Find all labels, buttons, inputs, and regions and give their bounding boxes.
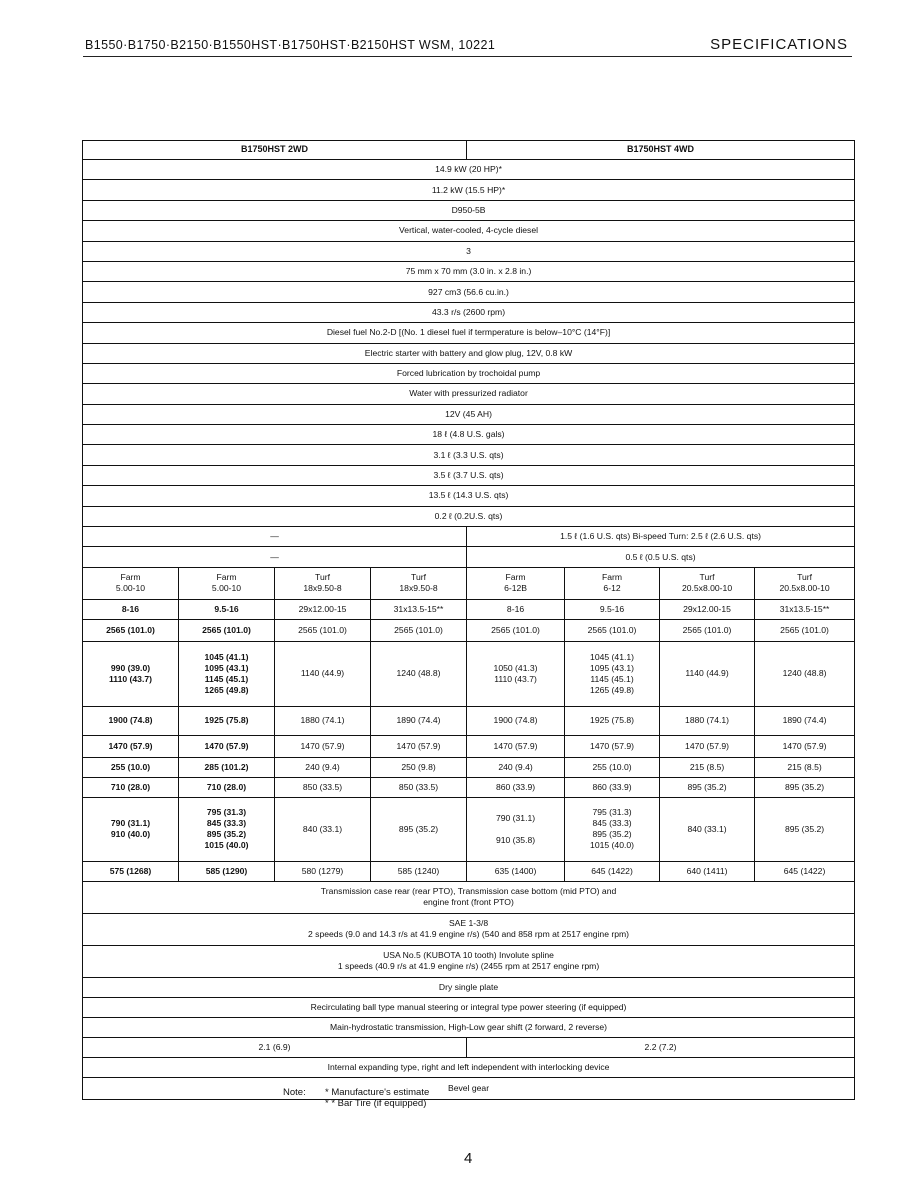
spec-row-split: [83, 527, 855, 547]
drivetrain-row: [83, 913, 855, 945]
drivetrain-value: Main-hydrostatic transmission, High-Low gear shift (2 forward, 2 reverse): [83, 1017, 855, 1037]
spec-row: [83, 343, 855, 363]
dimension-cell: 895 (35.2): [755, 797, 855, 861]
dimension-cell: 580 (1279): [275, 861, 371, 881]
dimension-cell: 285 (101.2): [179, 757, 275, 777]
spec-row: [83, 384, 855, 404]
dimension-cell: 645 (1422): [565, 861, 660, 881]
dimension-cell: 840 (33.1): [660, 797, 755, 861]
dimension-cell: 1050 (41.3) 1110 (43.7): [467, 641, 565, 706]
dimension-cell: 255 (10.0): [83, 757, 179, 777]
dimension-row: [83, 641, 855, 706]
dimension-cell: 1240 (48.8): [371, 641, 467, 706]
dimension-row: [83, 706, 855, 735]
dimension-cell: 2565 (101.0): [179, 619, 275, 641]
dimension-cell: 240 (9.4): [467, 757, 565, 777]
spec-value: Vertical, water-cooled, 4-cycle diesel: [83, 221, 855, 241]
spec-row: [83, 221, 855, 241]
spec-row: [83, 282, 855, 302]
dimension-cell: 2565 (101.0): [371, 619, 467, 641]
spec-row: [83, 404, 855, 424]
tire-type-cell: Farm 6-12B: [467, 567, 565, 599]
dimension-cell: 860 (33.9): [467, 777, 565, 797]
drivetrain-value: USA No.5 (KUBOTA 10 tooth) Involute spline 1 speeds (40.9 r/s at 41.9 engine r/s) (2455 rpm at 2517 engine rpm): [83, 945, 855, 977]
dimension-cell: 1925 (75.8): [179, 706, 275, 735]
spec-value: 18 ℓ (4.8 U.S. gals): [83, 425, 855, 445]
dimension-cell: 840 (33.1): [275, 797, 371, 861]
spec-value-4wd: 0.5 ℓ (0.5 U.S. qts): [467, 547, 855, 567]
drivetrain-value: SAE 1-3/8 2 speeds (9.0 and 14.3 r/s at 41.9 engine r/s) (540 and 858 rpm at 2517 engine rpm): [83, 913, 855, 945]
spec-row: [83, 261, 855, 281]
tire-type-cell: Turf 20.5x8.00-10: [660, 567, 755, 599]
dimension-cell: 790 (31.1) 910 (35.8): [467, 797, 565, 861]
dimension-cell: 1470 (57.9): [660, 735, 755, 757]
spec-value: 3: [83, 241, 855, 261]
dimension-cell: 255 (10.0): [565, 757, 660, 777]
dimension-cell: 895 (35.2): [755, 777, 855, 797]
dimension-cell: 895 (35.2): [660, 777, 755, 797]
tire-type-cell: Turf 20.5x8.00-10: [755, 567, 855, 599]
dimension-row: [83, 735, 855, 757]
spec-row: [83, 425, 855, 445]
dimension-cell: 2565 (101.0): [755, 619, 855, 641]
dimension-cell: 645 (1422): [755, 861, 855, 881]
dimension-cell: 1470 (57.9): [275, 735, 371, 757]
dimension-cell: 790 (31.1) 910 (40.0): [83, 797, 179, 861]
engine-spec-rows: [83, 160, 855, 527]
spec-row: [83, 465, 855, 485]
spec-value: 13.5 ℓ (14.3 U.S. qts): [83, 486, 855, 506]
dimension-cell: 1140 (44.9): [660, 641, 755, 706]
dimension-row: [83, 757, 855, 777]
tire-type-row: [83, 567, 855, 599]
dimension-cell: 585 (1240): [371, 861, 467, 881]
spec-row: [83, 180, 855, 200]
spec-value: Water with pressurized radiator: [83, 384, 855, 404]
spec-row: [83, 486, 855, 506]
drivetrain-value: Recirculating ball type manual steering or integral type power steering (if equipped): [83, 997, 855, 1017]
spec-value: 43.3 r/s (2600 rpm): [83, 302, 855, 322]
spec-value: Electric starter with battery and glow plug, 12V, 0.8 kW: [83, 343, 855, 363]
spec-value: 14.9 kW (20 HP)*: [83, 160, 855, 180]
dimension-row: [83, 599, 855, 619]
dimension-cell: 1470 (57.9): [565, 735, 660, 757]
tire-type-cell: Farm 5.00-10: [83, 567, 179, 599]
dimension-cell: 895 (35.2): [371, 797, 467, 861]
spec-row: [83, 302, 855, 322]
drivetrain-row: [83, 881, 855, 913]
dimension-cell: 9.5-16: [179, 599, 275, 619]
drivetrain-rows: [83, 881, 855, 1037]
model-4wd-heading: B1750HST 4WD: [467, 141, 855, 160]
spec-value: 927 cm3 (56.6 cu.in.): [83, 282, 855, 302]
dimension-cell: 9.5-16: [565, 599, 660, 619]
tire-type-cell: Turf 18x9.50-8: [275, 567, 371, 599]
spec-row-split: [83, 547, 855, 567]
spec-value: Forced lubrication by trochoidal pump: [83, 363, 855, 383]
dimension-cell: 240 (9.4): [275, 757, 371, 777]
dimension-cell: 2565 (101.0): [83, 619, 179, 641]
dimension-cell: 1470 (57.9): [83, 735, 179, 757]
specifications-table: [82, 140, 855, 1100]
dimension-cell: 1140 (44.9): [275, 641, 371, 706]
dimension-cell: 8-16: [467, 599, 565, 619]
dimension-cell: 1045 (41.1) 1095 (43.1) 1145 (45.1) 1265 (49.8): [179, 641, 275, 706]
turning-radius-2wd: 2.1 (6.9): [83, 1037, 467, 1057]
dimension-cell: 2565 (101.0): [660, 619, 755, 641]
dimension-cell: 2565 (101.0): [467, 619, 565, 641]
spec-row: [83, 241, 855, 261]
dimension-cell: 1470 (57.9): [371, 735, 467, 757]
spec-value: 3.5 ℓ (3.7 U.S. qts): [83, 465, 855, 485]
differential-cell: Bevel gear: [83, 1077, 855, 1099]
turning-radius-row: [83, 1037, 855, 1057]
spec-row: [83, 506, 855, 526]
spec-value: D950-5B: [83, 200, 855, 220]
brake-row: [83, 1057, 855, 1077]
footnote: [283, 1087, 429, 1110]
dimension-cell: 31x13.5-15**: [371, 599, 467, 619]
dimension-cell: 2565 (101.0): [565, 619, 660, 641]
dimension-cell: 31x13.5-15**: [755, 599, 855, 619]
dimension-row: [83, 619, 855, 641]
dimension-cell: 2565 (101.0): [275, 619, 371, 641]
drivetrain-row: [83, 997, 855, 1017]
dimension-cell: 1925 (75.8): [565, 706, 660, 735]
dimension-cell: 710 (28.0): [83, 777, 179, 797]
dimension-cell: 250 (9.8): [371, 757, 467, 777]
dimension-cell: 1045 (41.1) 1095 (43.1) 1145 (45.1) 1265 (49.8): [565, 641, 660, 706]
dimension-cell: 1470 (57.9): [467, 735, 565, 757]
note-line-1: * Manufacture's estimate: [325, 1087, 430, 1098]
drivetrain-row: [83, 977, 855, 997]
dimension-cell: 1890 (74.4): [371, 706, 467, 735]
spec-row: [83, 160, 855, 180]
dimension-cell: 850 (33.5): [371, 777, 467, 797]
dimension-cell: 29x12.00-15: [275, 599, 371, 619]
drivetrain-row: [83, 1017, 855, 1037]
dimension-row: [83, 861, 855, 881]
dimension-cell: 860 (33.9): [565, 777, 660, 797]
dimension-cell: 1470 (57.9): [179, 735, 275, 757]
dimension-cell: 795 (31.3) 845 (33.3) 895 (35.2) 1015 (40.0): [565, 797, 660, 861]
brake-cell: Internal expanding type, right and left independent with interlocking device: [83, 1057, 855, 1077]
dimension-cell: 1470 (57.9): [755, 735, 855, 757]
dimension-cell: 1900 (74.8): [83, 706, 179, 735]
dimension-cell: 1240 (48.8): [755, 641, 855, 706]
dimension-cell: 29x12.00-15: [660, 599, 755, 619]
dimension-cell: 575 (1268): [83, 861, 179, 881]
dimension-cell: 585 (1290): [179, 861, 275, 881]
dimension-cell: 1890 (74.4): [755, 706, 855, 735]
tire-type-cell: Turf 18x9.50-8: [371, 567, 467, 599]
transmission-oil-rows: [83, 527, 855, 568]
turning-radius-4wd: 2.2 (7.2): [467, 1037, 855, 1057]
header-section-title: SPECIFICATIONS: [710, 36, 848, 53]
tire-type-cell: Farm 5.00-10: [179, 567, 275, 599]
spec-value: 11.2 kW (15.5 HP)*: [83, 180, 855, 200]
dimension-cell: 635 (1400): [467, 861, 565, 881]
drivetrain-row: [83, 945, 855, 977]
note-line-2: * * Bar Tire (if equipped): [325, 1098, 427, 1110]
page-number: 4: [464, 1150, 473, 1167]
dimension-cell: 215 (8.5): [755, 757, 855, 777]
dimension-cell: 1900 (74.8): [467, 706, 565, 735]
dimension-cell: 710 (28.0): [179, 777, 275, 797]
header-divider: [83, 56, 852, 57]
dimension-cell: 850 (33.5): [275, 777, 371, 797]
dimension-cell: 640 (1411): [660, 861, 755, 881]
note-label: Note:: [283, 1087, 306, 1098]
spec-value-2wd: —: [83, 527, 467, 547]
tire-type-cell: Farm 6-12: [565, 567, 660, 599]
spec-value: 12V (45 AH): [83, 404, 855, 424]
dimension-cell: 990 (39.0) 1110 (43.7): [83, 641, 179, 706]
spec-row: [83, 323, 855, 343]
dimension-row: [83, 797, 855, 861]
spec-row: [83, 200, 855, 220]
model-2wd-heading: B1750HST 2WD: [83, 141, 467, 160]
dimension-cell: 8-16: [83, 599, 179, 619]
spec-value: 75 mm x 70 mm (3.0 in. x 2.8 in.): [83, 261, 855, 281]
dimension-cell: 795 (31.3) 845 (33.3) 895 (35.2) 1015 (40.0): [179, 797, 275, 861]
dimension-rows: [83, 599, 855, 881]
dimension-cell: 215 (8.5): [660, 757, 755, 777]
header-model-list: B1550·B1750·B2150·B1550HST·B1750HST·B2150HST WSM, 10221: [85, 38, 496, 52]
spec-value: 3.1 ℓ (3.3 U.S. qts): [83, 445, 855, 465]
drivetrain-value: Dry single plate: [83, 977, 855, 997]
model-header-row: [83, 141, 855, 160]
differential-row: [83, 1077, 855, 1099]
spec-value-2wd: —: [83, 547, 467, 567]
spec-value: 0.2 ℓ (0.2U.S. qts): [83, 506, 855, 526]
dimension-cell: 1880 (74.1): [275, 706, 371, 735]
spec-value-4wd: 1.5 ℓ (1.6 U.S. qts) Bi-speed Turn: 2.5 ℓ (2.6 U.S. qts): [467, 527, 855, 547]
dimension-row: [83, 777, 855, 797]
drivetrain-value: Transmission case rear (rear PTO), Transmission case bottom (mid PTO) and engine front (front PTO): [83, 881, 855, 913]
spec-row: [83, 363, 855, 383]
spec-row: [83, 445, 855, 465]
spec-value: Diesel fuel No.2-D [(No. 1 diesel fuel if termperature is below–10°C (14°F)]: [83, 323, 855, 343]
dimension-cell: 1880 (74.1): [660, 706, 755, 735]
